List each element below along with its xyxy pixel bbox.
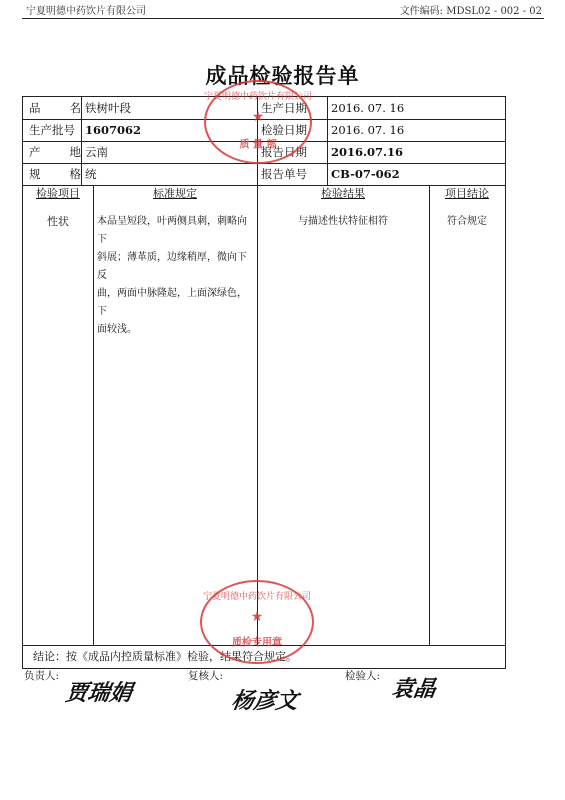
- divider: [327, 97, 328, 185]
- file-number: 文件编码: MDSL02 - 002 - 02: [399, 6, 542, 17]
- prod-date-label: 生产日期: [261, 101, 307, 115]
- col-header-result: 检验结果: [321, 187, 365, 200]
- inspector-label: 检验人:: [345, 670, 381, 682]
- divider: [93, 185, 94, 645]
- report-date-value: 2016.07.16: [331, 145, 404, 159]
- quality-dept-stamp: 宁夏明德中药饮片有限公司 ★ 质 量 部: [204, 80, 312, 164]
- batch-value: 1607062: [85, 123, 142, 137]
- origin-label: 产 地: [29, 145, 81, 159]
- product-value: 铁树叶段: [85, 101, 131, 115]
- report-date-label: 报告日期: [261, 145, 307, 159]
- divider: [257, 185, 258, 645]
- col-header-standard: 标准规定: [153, 187, 197, 200]
- product-label: 品 名: [29, 101, 81, 115]
- row-item: 性状: [47, 215, 69, 228]
- responsible-signature: 贾瑞娟: [63, 680, 134, 706]
- report-no-label: 报告单号: [261, 167, 307, 181]
- origin-value: 云南: [85, 145, 108, 159]
- conclusion-text: 结论：按《成品内控质量标准》检验，结果符合规定。: [33, 650, 297, 663]
- prod-date-value: 2016. 07. 16: [331, 101, 405, 115]
- qc-seal-stamp: 宁夏明德中药饮片有限公司 ★ 质检专用章: [200, 580, 314, 664]
- row-standard: 本品呈短段，叶两侧具刺，刺略向下 斜展；薄革质，边缘稍厚，微向下反 曲，两面中脉隆起，上面深绿色，下 面较浅。: [97, 216, 247, 335]
- inspector-signature: 袁晶: [389, 676, 438, 702]
- divider: [429, 185, 430, 645]
- page-header: [22, 0, 544, 19]
- row-spec: [23, 163, 505, 186]
- divider: [81, 97, 82, 185]
- row-result: 与描述性状特征相符: [298, 216, 388, 227]
- inspect-date-label: 检验日期: [261, 123, 307, 137]
- col-header-conclusion: 项目结论: [445, 187, 489, 200]
- report-no-value: CB-07-062: [331, 167, 400, 181]
- reviewer-signature: 杨彦文: [229, 688, 300, 714]
- col-header-item: 检验项目: [36, 187, 80, 200]
- responsible-label: 负责人:: [24, 670, 60, 682]
- row-conclusion: 符合规定: [447, 216, 487, 227]
- reviewer-label: 复核人:: [188, 670, 224, 682]
- inspect-date-value: 2016. 07. 16: [331, 123, 405, 137]
- company-name: 宁夏明德中药饮片有限公司: [26, 6, 146, 17]
- batch-label: 生产批号: [29, 123, 75, 137]
- spec-value: 统: [85, 167, 97, 181]
- spec-label: 规 格: [29, 167, 81, 181]
- page-title: 成品检验报告单: [205, 63, 360, 88]
